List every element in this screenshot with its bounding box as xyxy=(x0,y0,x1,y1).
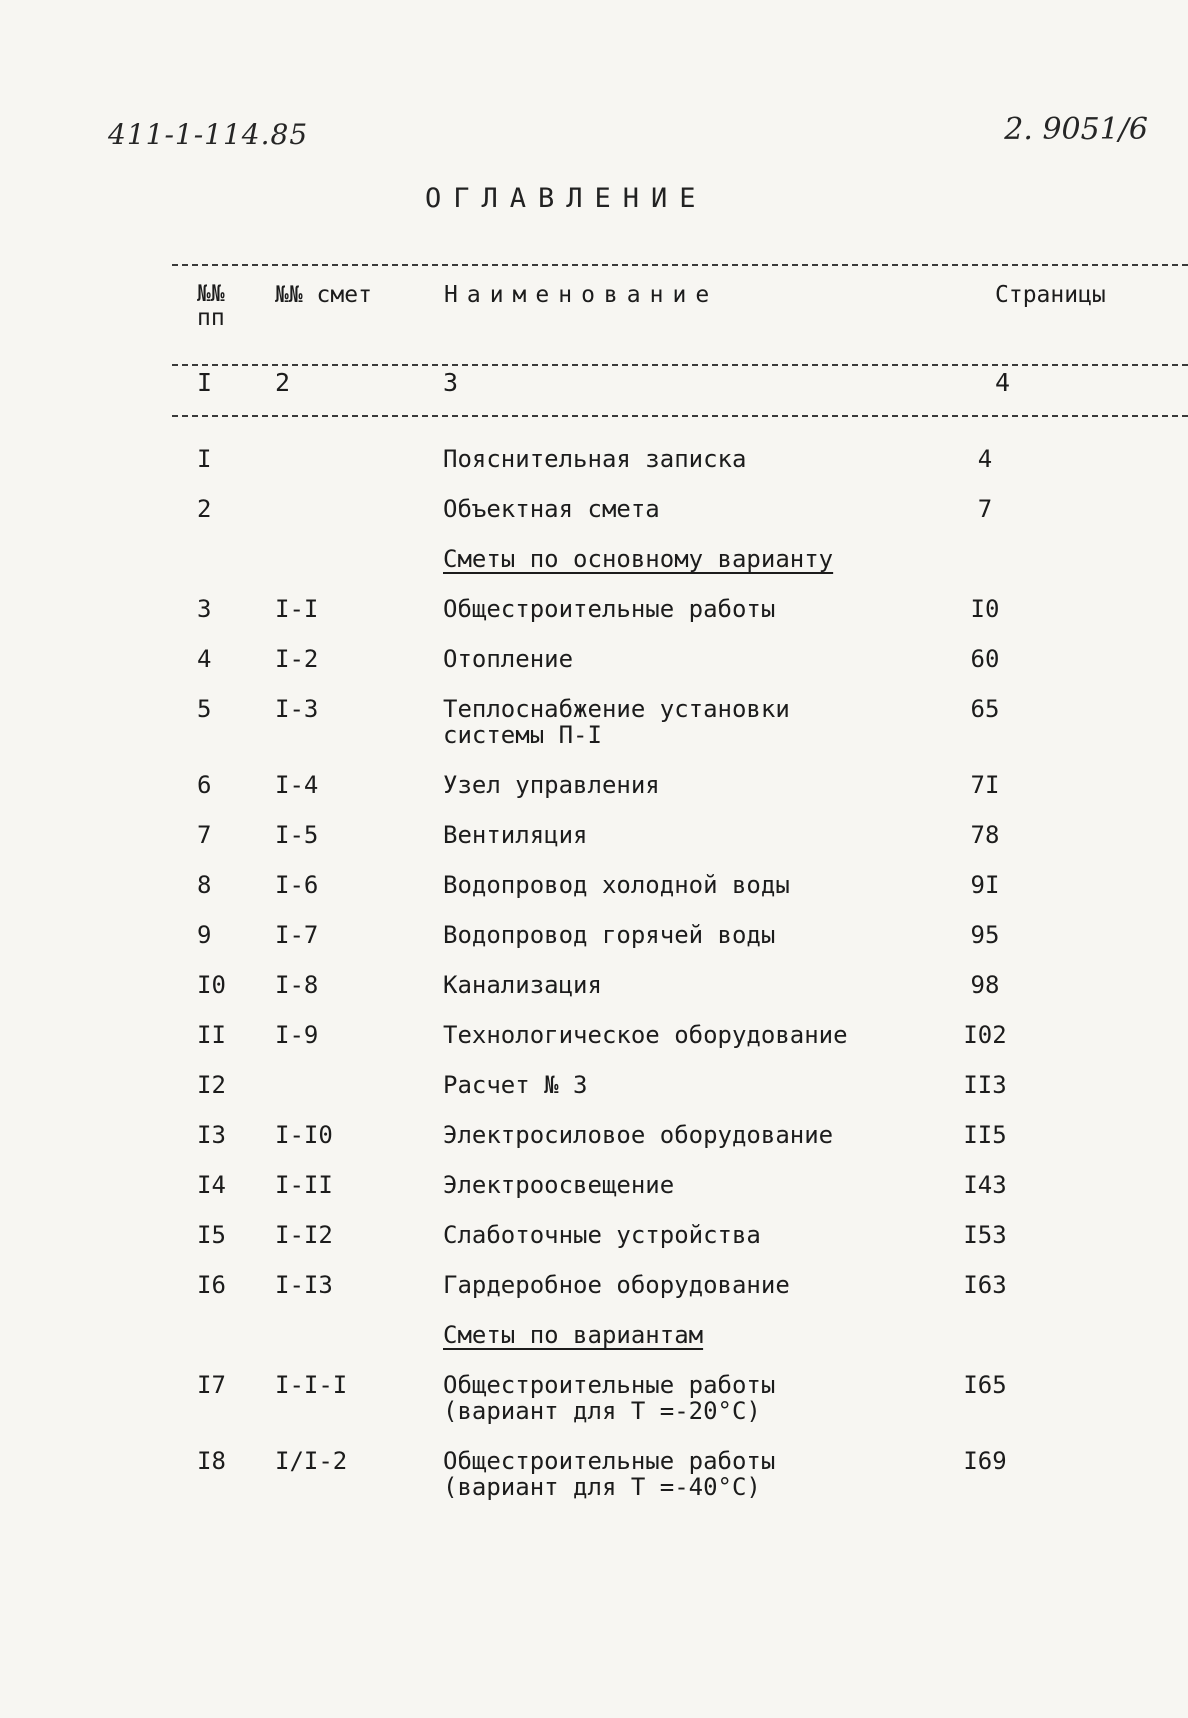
column-number: 3 xyxy=(443,368,459,397)
column-number: I xyxy=(197,368,213,397)
row-number: 3 xyxy=(197,595,212,623)
row-estimate-number: I-6 xyxy=(275,871,319,899)
row-page: I63 xyxy=(963,1271,1007,1299)
row-name: Пояснительная записка xyxy=(443,445,747,473)
row-estimate-number: I-I3 xyxy=(275,1271,333,1299)
row-number: 4 xyxy=(197,645,212,673)
row-name: Общестроительные работы xyxy=(443,595,776,623)
document-code: 411-1-114.85 xyxy=(108,118,309,151)
row-name: Канализация xyxy=(443,971,602,999)
row-estimate-number: I-8 xyxy=(275,971,319,999)
row-name: Общестроительные работы (вариант для Т =-40°С) xyxy=(443,1447,776,1501)
row-estimate-number: I-3 xyxy=(275,695,319,723)
row-number: I8 xyxy=(197,1447,226,1475)
row-page: 95 xyxy=(970,921,1000,949)
header-name: Наименование xyxy=(444,282,719,308)
row-number: I4 xyxy=(197,1171,226,1199)
row-number: I2 xyxy=(197,1071,226,1099)
row-estimate-number: I-7 xyxy=(275,921,319,949)
row-name: Отопление xyxy=(443,645,574,673)
row-name: Теплоснабжение установки системы П-I xyxy=(443,695,790,749)
row-page: 7 xyxy=(977,495,993,523)
row-page: I0 xyxy=(970,595,1000,623)
row-number: 2 xyxy=(197,495,212,523)
row-name: Гардеробное оборудование xyxy=(443,1271,790,1299)
row-number: I6 xyxy=(197,1271,226,1299)
row-page: I43 xyxy=(963,1171,1007,1199)
row-estimate-number: I-I0 xyxy=(275,1121,333,1149)
header-estimate-number: №№ смет xyxy=(275,282,372,308)
row-name: Узел управления xyxy=(443,771,660,799)
row-number: I5 xyxy=(197,1221,226,1249)
header-number: №№ пп xyxy=(197,281,225,331)
row-name: Водопровод горячей воды xyxy=(443,921,776,949)
row-page: 98 xyxy=(970,971,1000,999)
row-number: I0 xyxy=(197,971,226,999)
row-page: II3 xyxy=(963,1071,1007,1099)
row-page: I53 xyxy=(963,1221,1007,1249)
row-estimate-number: I-I2 xyxy=(275,1221,333,1249)
row-number: II xyxy=(197,1021,226,1049)
row-number: 9 xyxy=(197,921,212,949)
row-page: 60 xyxy=(970,645,1000,673)
row-name: Водопровод холодной воды xyxy=(443,871,790,899)
row-number: I3 xyxy=(197,1121,226,1149)
row-number: 6 xyxy=(197,771,212,799)
row-name: Расчет № 3 xyxy=(443,1071,588,1099)
row-page: II5 xyxy=(963,1121,1007,1149)
row-estimate-number: I-9 xyxy=(275,1021,319,1049)
row-page: 7I xyxy=(970,771,1000,799)
column-number: 2 xyxy=(275,368,291,397)
header-pages: Страницы xyxy=(995,282,1106,308)
row-page: I65 xyxy=(963,1371,1007,1399)
row-estimate-number: I-I-I xyxy=(275,1371,348,1399)
row-page: I02 xyxy=(963,1021,1007,1049)
page-title: ОГЛАВЛЕНИЕ xyxy=(425,183,708,214)
row-number: I xyxy=(197,445,212,473)
row-name: Электросиловое оборудование xyxy=(443,1121,834,1149)
row-number: 7 xyxy=(197,821,212,849)
table-rule-bottom xyxy=(172,415,1188,417)
row-estimate-number: I-2 xyxy=(275,645,319,673)
row-name: Общестроительные работы (вариант для Т =-20°С) xyxy=(443,1371,776,1425)
table-rule-top xyxy=(172,264,1188,266)
row-number: I7 xyxy=(197,1371,226,1399)
row-page: 4 xyxy=(977,445,993,473)
row-page: 78 xyxy=(970,821,1000,849)
section-heading: Сметы по вариантам xyxy=(443,1321,704,1349)
row-page: I69 xyxy=(963,1447,1007,1475)
row-page: 65 xyxy=(970,695,1000,723)
row-estimate-number: I-4 xyxy=(275,771,319,799)
row-page: 9I xyxy=(970,871,1000,899)
row-estimate-number: I-II xyxy=(275,1171,333,1199)
table-rule-middle xyxy=(172,364,1188,366)
row-number: 5 xyxy=(197,695,212,723)
row-estimate-number: I/I-2 xyxy=(275,1447,348,1475)
row-estimate-number: I-5 xyxy=(275,821,319,849)
row-number: 8 xyxy=(197,871,212,899)
row-estimate-number: I-I xyxy=(275,595,319,623)
sheet-number: 2. 9051/6 xyxy=(1004,112,1148,147)
section-heading: Сметы по основному варианту xyxy=(443,545,834,573)
row-name: Вентиляция xyxy=(443,821,588,849)
row-name: Электроосвещение xyxy=(443,1171,675,1199)
column-number: 4 xyxy=(995,368,1011,397)
row-name: Технологическое оборудование xyxy=(443,1021,848,1049)
row-name: Объектная смета xyxy=(443,495,660,523)
row-name: Слаботочные устройства xyxy=(443,1221,761,1249)
